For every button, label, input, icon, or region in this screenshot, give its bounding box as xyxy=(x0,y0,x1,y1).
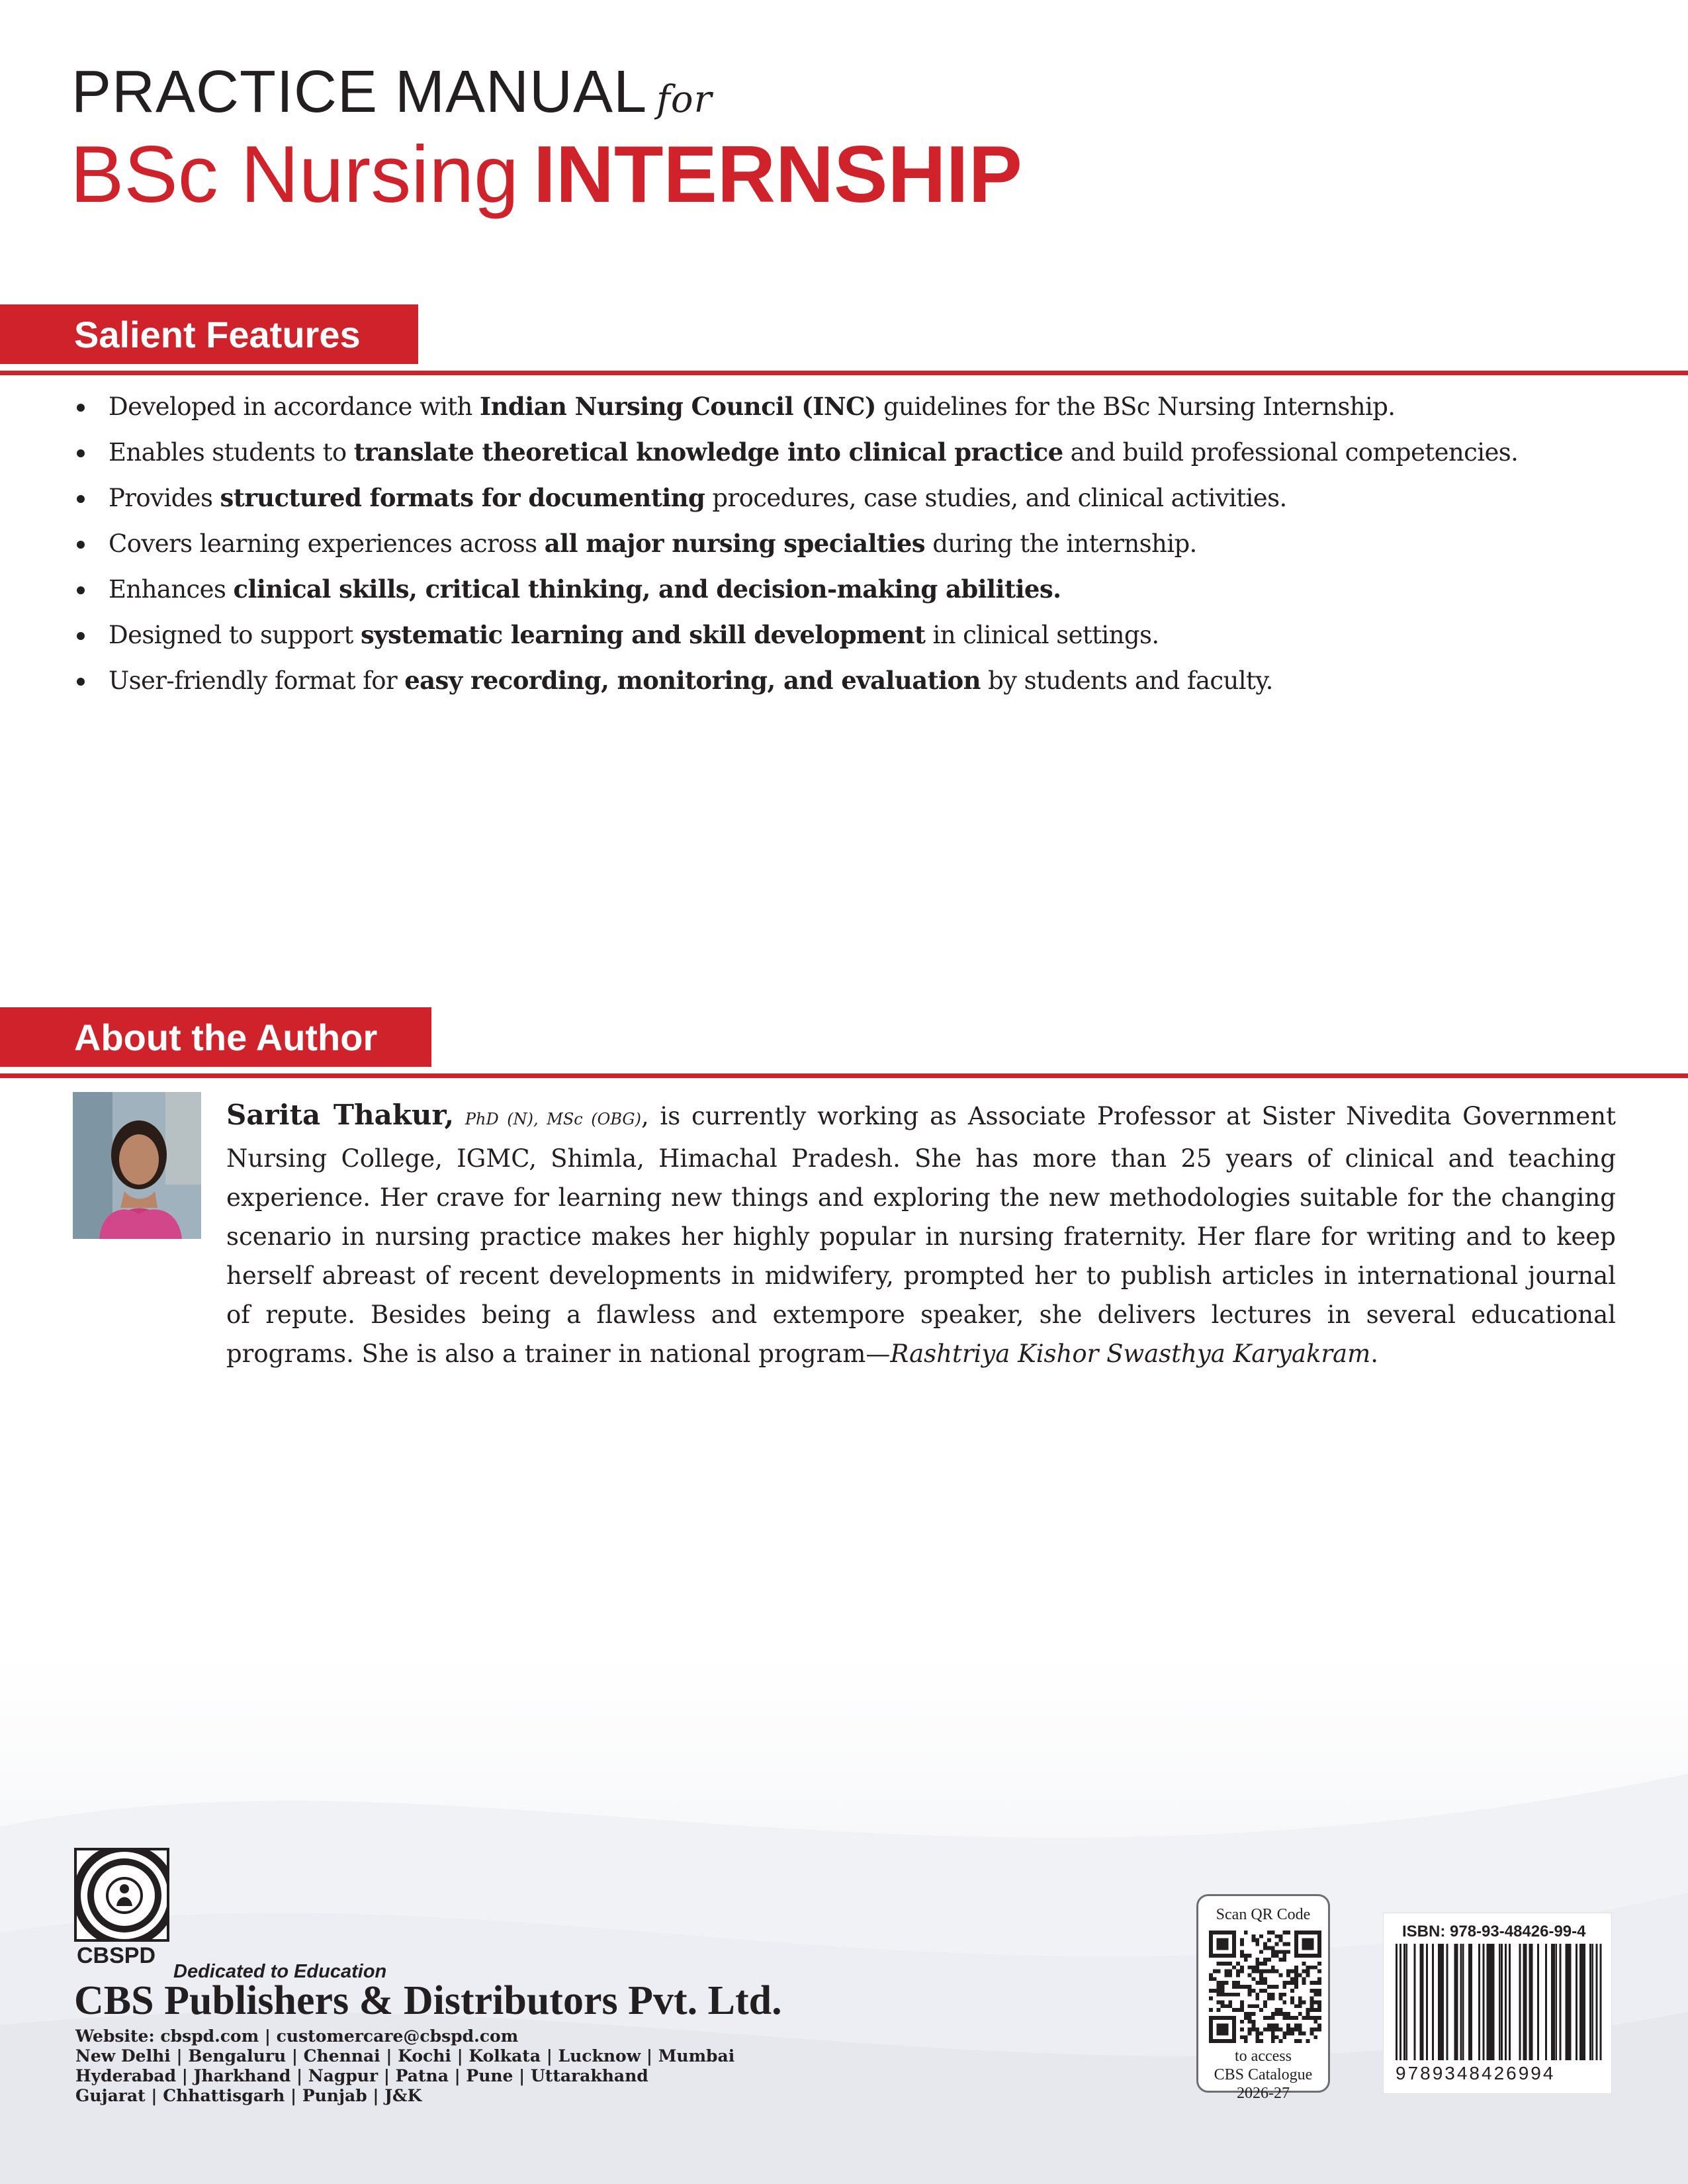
feature-item: Developed in accordance with Indian Nursing Council (INC) guidelines for the BSc Nursing Internship. xyxy=(73,384,1648,430)
publisher-website: Website: cbspd.com | customercare@cbspd.com xyxy=(75,2026,519,2046)
publisher-logo xyxy=(74,1848,169,1942)
author-bio-text: , is currently working as Associate Professor at Sister Nivedita Government Nursing College, IGMC, Shimla, Himachal Pradesh. She has more than 25 years of clinical and teaching experience. Her crave for learning new things and exploring the new methodologies suitable for the changing scenario in nursing practice makes her highly popular in nursing fraternity. Her flare for writing and to keep herself abreast of recent developments in midwifery, prompted her to publish articles in international journal of repute. Besides being a flawless and extempore speaker, she delivers lectures in several educational programs. She is also a trainer in national program— xyxy=(226,1102,1616,1368)
title-bsc-nursing: BSc Nursing xyxy=(70,129,519,219)
publisher-cities-1: New Delhi | Bengaluru | Chennai | Kochi | Kolkata | Lucknow | Mumbai xyxy=(75,2046,735,2066)
feature-item: Provides structured formats for documenting procedures, case studies, and clinical activities. xyxy=(73,475,1648,521)
author-photo xyxy=(73,1092,201,1239)
author-bio: Sarita Thakur, PhD (N), MSc (OBG), is currently working as Associate Professor at Sister Nivedita Government Nursing College, IGMC, Shimla, Himachal Pradesh. She has more than 25 years of clinical and teaching experience. Her crave for learning new things and exploring the new methodologies suitable for the changing scenario in nursing practice makes her highly popular in nursing fraternity. Her flare for writing and to keep herself abreast of recent developments in midwifery, prompted her to publish articles in international journal of repute. Besides being a flawless and extempore speaker, she delivers lectures in several educational programs. She is also a trainer in national program—Rashtriya Kishor Swasthya Karyakram. xyxy=(226,1099,1616,1368)
salient-features-heading: Salient Features xyxy=(0,304,418,364)
feature-item: Designed to support systematic learning and skill development in clinical settings. xyxy=(73,612,1648,658)
feature-item: User-friendly format for easy recording, monitoring, and evaluation by students and faculty. xyxy=(73,658,1648,704)
feature-item: Enhances clinical skills, critical thinking, and decision-making abilities. xyxy=(73,567,1648,612)
feature-item: Enables students to translate theoretical knowledge into clinical practice and build professional competencies. xyxy=(73,430,1648,475)
qr-bottom-line-1: to access xyxy=(1235,2048,1292,2065)
feature-item: Covers learning experiences across all major nursing specialties during the internship. xyxy=(73,521,1648,567)
title-line-2 xyxy=(70,130,1022,218)
qr-code-icon[interactable] xyxy=(1209,1931,1321,2043)
publisher-cities-2: Hyderabad | Jharkhand | Nagpur | Patna | Pune | Uttarakhand xyxy=(75,2066,648,2085)
barcode-digits: 9789348426994 xyxy=(1396,2063,1556,2083)
salient-features-list xyxy=(73,384,1648,704)
author-bio-program: Rashtriya Kishor Swasthya Karyakram xyxy=(890,1340,1371,1368)
publisher-tagline: Dedicated to Education xyxy=(173,1961,387,1982)
title-practice-manual: PRACTICE MANUAL xyxy=(71,59,648,125)
title-for: for xyxy=(656,78,713,121)
qr-bottom-line-3: 2026-27 xyxy=(1237,2085,1290,2102)
publisher-cities-3: Gujarat | Chhattisgarh | Punjab | J&K xyxy=(75,2086,422,2105)
publisher-name: CBS Publishers & Distributors Pvt. Ltd. xyxy=(74,1978,782,2023)
about-author-heading: About the Author xyxy=(0,1007,431,1067)
publisher-logo-text: CBSPD xyxy=(77,1943,156,1968)
about-author-rule xyxy=(0,1073,1688,1078)
title-line-1 xyxy=(71,58,712,126)
author-portrait-illustration xyxy=(73,1092,201,1239)
salient-features-rule xyxy=(0,371,1688,375)
author-name: Sarita Thakur, xyxy=(226,1099,455,1131)
title-internship: INTERNSHIP xyxy=(533,129,1022,219)
qr-code-card xyxy=(1196,1894,1330,2102)
isbn-label: ISBN: 978-93-48426-99-4 xyxy=(1402,1923,1586,1940)
qr-top-label: Scan QR Code xyxy=(1216,1906,1311,1923)
isbn-barcode xyxy=(1383,1913,1612,2094)
barcode-icon xyxy=(1396,1944,1602,2060)
author-credentials: PhD (N), MSc (OBG) xyxy=(465,1110,641,1128)
qr-bottom-line-2: CBS Catalogue xyxy=(1214,2066,1313,2083)
publisher-logo-emblem-icon xyxy=(77,1850,167,1939)
